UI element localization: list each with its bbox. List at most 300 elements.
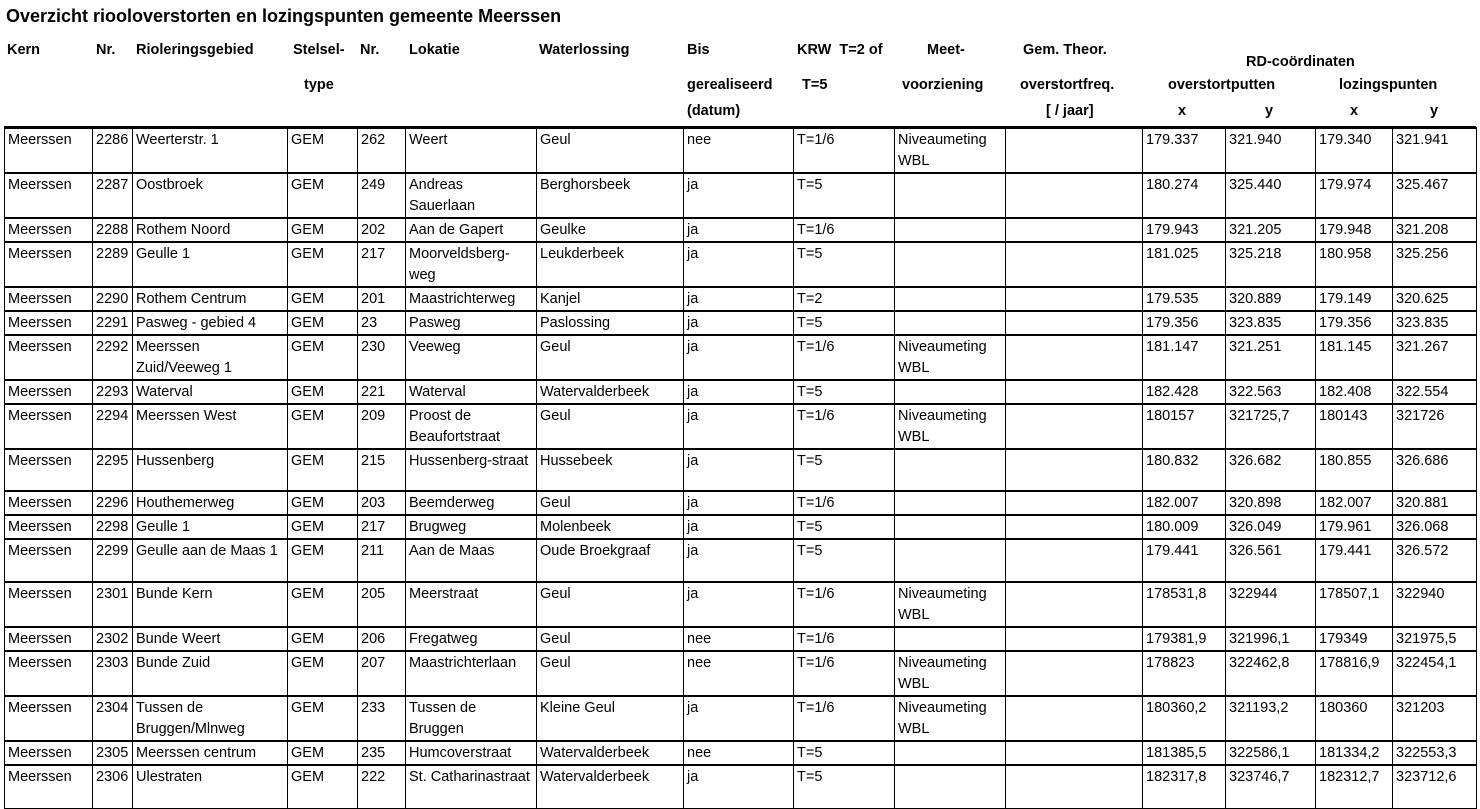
cell-kern: Meerssen xyxy=(5,696,93,741)
header-gem-theor: Gem. Theor. xyxy=(1023,42,1107,58)
cell-meetvoorziening xyxy=(895,449,1006,491)
cell-gem-freq xyxy=(1006,242,1143,287)
cell-meetvoorziening: Niveaumeting WBL xyxy=(895,128,1006,173)
header-kern: Kern xyxy=(7,42,41,58)
cell-waterlossing: Watervalderbeek xyxy=(537,741,684,765)
cell-bis: ja xyxy=(684,380,794,404)
cell-krw: T=5 xyxy=(794,242,895,287)
cell-meetvoorziening xyxy=(895,218,1006,242)
cell-rioleringsgebied: Hussenberg xyxy=(133,449,288,491)
cell-stelseltype: GEM xyxy=(288,582,358,627)
cell-y-lozing: 326.572 xyxy=(1393,539,1477,582)
cell-rioleringsgebied: Waterval xyxy=(133,380,288,404)
cell-y-lozing: 321.267 xyxy=(1393,335,1477,380)
cell-x-overstort: 180360,2 xyxy=(1143,696,1226,741)
cell-stelseltype: GEM xyxy=(288,696,358,741)
cell-y-overstort: 323.835 xyxy=(1226,311,1316,335)
cell-gem-freq xyxy=(1006,741,1143,765)
cell-x-lozing: 180.958 xyxy=(1316,242,1393,287)
cell-lokatie: Tussen de Bruggen xyxy=(406,696,537,741)
cell-gem-freq xyxy=(1006,173,1143,218)
cell-gem-freq xyxy=(1006,404,1143,449)
cell-nr: 2296 xyxy=(93,491,133,515)
cell-meetvoorziening: Niveaumeting WBL xyxy=(895,335,1006,380)
header-y-overstort: y xyxy=(1265,103,1274,119)
table-row xyxy=(5,651,1477,696)
cell-gem-freq xyxy=(1006,449,1143,491)
cell-lokatie: Fregatweg xyxy=(406,627,537,651)
cell-stelseltype: GEM xyxy=(288,765,358,808)
cell-y-lozing: 325.256 xyxy=(1393,242,1477,287)
cell-krw: T=5 xyxy=(794,311,895,335)
header-krw: KRW T=2 of xyxy=(797,42,883,58)
cell-rioleringsgebied: Oostbroek xyxy=(133,173,288,218)
cell-waterlossing: Molenbeek xyxy=(537,515,684,539)
cell-krw: T=2 xyxy=(794,287,895,311)
cell-nr2: 249 xyxy=(358,173,406,218)
cell-lokatie: Brugweg xyxy=(406,515,537,539)
cell-x-overstort: 179381,9 xyxy=(1143,627,1226,651)
cell-gem-freq xyxy=(1006,627,1143,651)
table-row xyxy=(5,627,1477,651)
cell-bis: ja xyxy=(684,696,794,741)
cell-x-lozing: 179.974 xyxy=(1316,173,1393,218)
cell-x-lozing: 179.948 xyxy=(1316,218,1393,242)
cell-krw: T=5 xyxy=(794,765,895,808)
cell-lokatie: Aan de Maas xyxy=(406,539,537,582)
cell-nr: 2301 xyxy=(93,582,133,627)
header-y-lozing: y xyxy=(1430,103,1439,119)
cell-nr: 2290 xyxy=(93,287,133,311)
cell-rioleringsgebied: Bunde Zuid xyxy=(133,651,288,696)
header-waterlossing: Waterlossing xyxy=(539,42,630,58)
cell-kern: Meerssen xyxy=(5,335,93,380)
cell-x-lozing: 182.408 xyxy=(1316,380,1393,404)
cell-krw: T=5 xyxy=(794,449,895,491)
cell-krw: T=5 xyxy=(794,539,895,582)
cell-gem-freq xyxy=(1006,696,1143,741)
cell-rioleringsgebied: Meerssen centrum xyxy=(133,741,288,765)
cell-y-lozing: 321726 xyxy=(1393,404,1477,449)
cell-lokatie: Maastrichterweg xyxy=(406,287,537,311)
cell-y-overstort: 321.205 xyxy=(1226,218,1316,242)
cell-krw: T=1/6 xyxy=(794,491,895,515)
cell-gem-freq xyxy=(1006,651,1143,696)
cell-stelseltype: GEM xyxy=(288,449,358,491)
cell-y-overstort: 321.251 xyxy=(1226,335,1316,380)
cell-nr2: 202 xyxy=(358,218,406,242)
cell-x-lozing: 179.340 xyxy=(1316,128,1393,173)
cell-x-overstort: 181.025 xyxy=(1143,242,1226,287)
cell-kern: Meerssen xyxy=(5,765,93,808)
cell-stelseltype: GEM xyxy=(288,515,358,539)
table-row xyxy=(5,128,1477,173)
cell-stelseltype: GEM xyxy=(288,242,358,287)
cell-meetvoorziening xyxy=(895,242,1006,287)
cell-meetvoorziening xyxy=(895,765,1006,808)
cell-bis: ja xyxy=(684,449,794,491)
cell-gem-freq xyxy=(1006,335,1143,380)
table-row xyxy=(5,582,1477,627)
cell-meetvoorziening xyxy=(895,491,1006,515)
cell-krw: T=1/6 xyxy=(794,651,895,696)
cell-nr2: 215 xyxy=(358,449,406,491)
cell-bis: nee xyxy=(684,627,794,651)
cell-rioleringsgebied: Tussen de Bruggen/Mlnweg xyxy=(133,696,288,741)
cell-lokatie: Maastrichterlaan xyxy=(406,651,537,696)
cell-kern: Meerssen xyxy=(5,242,93,287)
cell-rioleringsgebied: Meerssen Zuid/Veeweg 1 xyxy=(133,335,288,380)
cell-kern: Meerssen xyxy=(5,287,93,311)
table-row xyxy=(5,491,1477,515)
cell-y-overstort: 322944 xyxy=(1226,582,1316,627)
cell-lokatie: Andreas Sauerlaan xyxy=(406,173,537,218)
cell-nr2: 221 xyxy=(358,380,406,404)
cell-bis: ja xyxy=(684,287,794,311)
cell-bis: ja xyxy=(684,765,794,808)
cell-waterlossing: Hussebeek xyxy=(537,449,684,491)
cell-x-overstort: 182317,8 xyxy=(1143,765,1226,808)
cell-nr: 2298 xyxy=(93,515,133,539)
table-row xyxy=(5,218,1477,242)
cell-stelseltype: GEM xyxy=(288,311,358,335)
cell-gem-freq xyxy=(1006,491,1143,515)
cell-nr: 2293 xyxy=(93,380,133,404)
cell-waterlossing: Geul xyxy=(537,128,684,173)
cell-nr: 2289 xyxy=(93,242,133,287)
cell-x-lozing: 182.007 xyxy=(1316,491,1393,515)
cell-x-overstort: 178531,8 xyxy=(1143,582,1226,627)
cell-waterlossing: Kanjel xyxy=(537,287,684,311)
cell-rioleringsgebied: Meerssen West xyxy=(133,404,288,449)
cell-meetvoorziening xyxy=(895,311,1006,335)
cell-meetvoorziening xyxy=(895,173,1006,218)
cell-meetvoorziening xyxy=(895,287,1006,311)
cell-y-overstort: 322.563 xyxy=(1226,380,1316,404)
cell-y-lozing: 322454,1 xyxy=(1393,651,1477,696)
cell-y-overstort: 322586,1 xyxy=(1226,741,1316,765)
cell-nr2: 233 xyxy=(358,696,406,741)
cell-kern: Meerssen xyxy=(5,218,93,242)
cell-y-lozing: 321975,5 xyxy=(1393,627,1477,651)
cell-y-lozing: 323.835 xyxy=(1393,311,1477,335)
cell-y-lozing: 322.554 xyxy=(1393,380,1477,404)
cell-nr2: 207 xyxy=(358,651,406,696)
cell-lokatie: Waterval xyxy=(406,380,537,404)
header-overstortfreq: overstortfreq. xyxy=(1020,77,1115,93)
cell-x-lozing: 179.149 xyxy=(1316,287,1393,311)
cell-x-overstort: 180.274 xyxy=(1143,173,1226,218)
header-x-lozing: x xyxy=(1350,103,1359,119)
cell-stelseltype: GEM xyxy=(288,380,358,404)
cell-y-overstort: 321725,7 xyxy=(1226,404,1316,449)
cell-waterlossing: Geul xyxy=(537,404,684,449)
cell-waterlossing: Geul xyxy=(537,491,684,515)
cell-kern: Meerssen xyxy=(5,404,93,449)
cell-waterlossing: Geul xyxy=(537,651,684,696)
table-row xyxy=(5,173,1477,218)
cell-bis: ja xyxy=(684,404,794,449)
cell-x-lozing: 181334,2 xyxy=(1316,741,1393,765)
cell-y-overstort: 321193,2 xyxy=(1226,696,1316,741)
cell-y-overstort: 326.682 xyxy=(1226,449,1316,491)
cell-nr: 2288 xyxy=(93,218,133,242)
table-row xyxy=(5,404,1477,449)
cell-krw: T=5 xyxy=(794,741,895,765)
cell-lokatie: Beemderweg xyxy=(406,491,537,515)
cell-x-overstort: 178823 xyxy=(1143,651,1226,696)
header-nr2: Nr. xyxy=(360,42,380,58)
table-row xyxy=(5,741,1477,765)
cell-nr2: 262 xyxy=(358,128,406,173)
cell-x-lozing: 178816,9 xyxy=(1316,651,1393,696)
cell-y-lozing: 325.467 xyxy=(1393,173,1477,218)
page-title: Overzicht riooloverstorten en lozingspunten gemeente Meerssen xyxy=(6,6,562,26)
cell-bis: nee xyxy=(684,741,794,765)
cell-x-lozing: 179349 xyxy=(1316,627,1393,651)
cell-kern: Meerssen xyxy=(5,539,93,582)
cell-nr2: 205 xyxy=(358,582,406,627)
cell-bis: nee xyxy=(684,651,794,696)
cell-nr: 2304 xyxy=(93,696,133,741)
cell-lokatie: Humcoverstraat xyxy=(406,741,537,765)
cell-waterlossing: Leukderbeek xyxy=(537,242,684,287)
cell-nr: 2294 xyxy=(93,404,133,449)
cell-nr: 2291 xyxy=(93,311,133,335)
cell-y-lozing: 320.625 xyxy=(1393,287,1477,311)
cell-krw: T=1/6 xyxy=(794,335,895,380)
cell-nr: 2305 xyxy=(93,741,133,765)
cell-kern: Meerssen xyxy=(5,173,93,218)
cell-waterlossing: Watervalderbeek xyxy=(537,380,684,404)
cell-stelseltype: GEM xyxy=(288,287,358,311)
cell-x-overstort: 179.337 xyxy=(1143,128,1226,173)
cell-nr: 2303 xyxy=(93,651,133,696)
table-body xyxy=(5,128,1477,808)
cell-gem-freq xyxy=(1006,218,1143,242)
cell-meetvoorziening xyxy=(895,515,1006,539)
cell-y-overstort: 325.440 xyxy=(1226,173,1316,218)
cell-stelseltype: GEM xyxy=(288,128,358,173)
cell-nr2: 201 xyxy=(358,287,406,311)
cell-kern: Meerssen xyxy=(5,128,93,173)
cell-lokatie: Weert xyxy=(406,128,537,173)
cell-x-overstort: 180.009 xyxy=(1143,515,1226,539)
cell-nr2: 23 xyxy=(358,311,406,335)
cell-nr2: 230 xyxy=(358,335,406,380)
overstort-table xyxy=(4,127,1477,809)
cell-y-lozing: 321.208 xyxy=(1393,218,1477,242)
table-row xyxy=(5,380,1477,404)
cell-waterlossing: Paslossing xyxy=(537,311,684,335)
cell-y-lozing: 326.068 xyxy=(1393,515,1477,539)
cell-rioleringsgebied: Geulle 1 xyxy=(133,515,288,539)
table-row xyxy=(5,335,1477,380)
header-x-overstort: x xyxy=(1178,103,1187,119)
header-rioleringsgebied: Rioleringsgebied xyxy=(136,42,254,58)
cell-nr2: 203 xyxy=(358,491,406,515)
cell-lokatie: Pasweg xyxy=(406,311,537,335)
cell-lokatie: Veeweg xyxy=(406,335,537,380)
cell-meetvoorziening: Niveaumeting WBL xyxy=(895,696,1006,741)
cell-stelseltype: GEM xyxy=(288,539,358,582)
table-row xyxy=(5,539,1477,582)
cell-nr2: 217 xyxy=(358,242,406,287)
cell-gem-freq xyxy=(1006,582,1143,627)
cell-kern: Meerssen xyxy=(5,582,93,627)
cell-meetvoorziening xyxy=(895,627,1006,651)
cell-gem-freq xyxy=(1006,287,1143,311)
cell-x-lozing: 180.855 xyxy=(1316,449,1393,491)
cell-krw: T=5 xyxy=(794,380,895,404)
cell-y-overstort: 320.889 xyxy=(1226,287,1316,311)
cell-rioleringsgebied: Geulle 1 xyxy=(133,242,288,287)
cell-stelseltype: GEM xyxy=(288,218,358,242)
cell-stelseltype: GEM xyxy=(288,491,358,515)
cell-krw: T=1/6 xyxy=(794,128,895,173)
cell-bis: ja xyxy=(684,242,794,287)
cell-x-lozing: 180143 xyxy=(1316,404,1393,449)
cell-stelseltype: GEM xyxy=(288,335,358,380)
cell-y-lozing: 326.686 xyxy=(1393,449,1477,491)
header-stelsel: Stelsel- xyxy=(293,42,345,58)
cell-rioleringsgebied: Houthemerweg xyxy=(133,491,288,515)
cell-waterlossing: Kleine Geul xyxy=(537,696,684,741)
cell-nr2: 206 xyxy=(358,627,406,651)
cell-meetvoorziening: Niveaumeting WBL xyxy=(895,404,1006,449)
cell-krw: T=5 xyxy=(794,515,895,539)
cell-bis: ja xyxy=(684,335,794,380)
cell-stelseltype: GEM xyxy=(288,741,358,765)
cell-nr: 2286 xyxy=(93,128,133,173)
cell-bis: ja xyxy=(684,515,794,539)
cell-krw: T=1/6 xyxy=(794,404,895,449)
cell-x-overstort: 182.007 xyxy=(1143,491,1226,515)
cell-kern: Meerssen xyxy=(5,449,93,491)
cell-stelseltype: GEM xyxy=(288,173,358,218)
cell-x-lozing: 181.145 xyxy=(1316,335,1393,380)
cell-y-lozing: 321203 xyxy=(1393,696,1477,741)
table-row xyxy=(5,242,1477,287)
header-overstortputten: overstortputten xyxy=(1168,77,1276,93)
cell-bis: ja xyxy=(684,218,794,242)
cell-rioleringsgebied: Rothem Centrum xyxy=(133,287,288,311)
cell-y-overstort: 325.218 xyxy=(1226,242,1316,287)
cell-gem-freq xyxy=(1006,380,1143,404)
cell-nr2: 222 xyxy=(358,765,406,808)
table-row xyxy=(5,287,1477,311)
cell-nr: 2287 xyxy=(93,173,133,218)
cell-rioleringsgebied: Bunde Weert xyxy=(133,627,288,651)
cell-kern: Meerssen xyxy=(5,380,93,404)
cell-x-lozing: 179.961 xyxy=(1316,515,1393,539)
cell-x-overstort: 179.441 xyxy=(1143,539,1226,582)
cell-x-lozing: 179.441 xyxy=(1316,539,1393,582)
cell-y-lozing: 322553,3 xyxy=(1393,741,1477,765)
cell-bis: nee xyxy=(684,128,794,173)
cell-nr: 2299 xyxy=(93,539,133,582)
cell-lokatie: Hussenberg-straat xyxy=(406,449,537,491)
cell-kern: Meerssen xyxy=(5,651,93,696)
cell-nr2: 217 xyxy=(358,515,406,539)
header-nr: Nr. xyxy=(96,42,116,58)
cell-x-lozing: 178507,1 xyxy=(1316,582,1393,627)
cell-rioleringsgebied: Weerterstr. 1 xyxy=(133,128,288,173)
cell-y-overstort: 326.049 xyxy=(1226,515,1316,539)
cell-rioleringsgebied: Bunde Kern xyxy=(133,582,288,627)
cell-bis: ja xyxy=(684,539,794,582)
cell-meetvoorziening: Niveaumeting WBL xyxy=(895,651,1006,696)
cell-x-overstort: 179.943 xyxy=(1143,218,1226,242)
cell-kern: Meerssen xyxy=(5,491,93,515)
cell-gem-freq xyxy=(1006,539,1143,582)
cell-gem-freq xyxy=(1006,765,1143,808)
cell-bis: ja xyxy=(684,311,794,335)
cell-krw: T=1/6 xyxy=(794,627,895,651)
cell-krw: T=1/6 xyxy=(794,582,895,627)
cell-x-overstort: 181.147 xyxy=(1143,335,1226,380)
cell-waterlossing: Geulke xyxy=(537,218,684,242)
cell-gem-freq xyxy=(1006,128,1143,173)
cell-kern: Meerssen xyxy=(5,627,93,651)
header-meet: Meet- xyxy=(927,42,965,58)
cell-rioleringsgebied: Pasweg - gebied 4 xyxy=(133,311,288,335)
cell-meetvoorziening xyxy=(895,741,1006,765)
cell-lokatie: Proost de Beaufortstraat xyxy=(406,404,537,449)
cell-nr: 2306 xyxy=(93,765,133,808)
cell-bis: ja xyxy=(684,491,794,515)
cell-waterlossing: Berghorsbeek xyxy=(537,173,684,218)
header-bis-gerealiseerd: gerealiseerd xyxy=(687,77,773,93)
cell-lokatie: Meerstraat xyxy=(406,582,537,627)
cell-y-lozing: 322940 xyxy=(1393,582,1477,627)
cell-gem-freq xyxy=(1006,311,1143,335)
cell-waterlossing: Geul xyxy=(537,627,684,651)
header-per-jaar: [ / jaar] xyxy=(1046,103,1094,119)
table-row xyxy=(5,311,1477,335)
cell-bis: ja xyxy=(684,173,794,218)
cell-y-overstort: 323746,7 xyxy=(1226,765,1316,808)
cell-nr: 2295 xyxy=(93,449,133,491)
cell-x-lozing: 182312,7 xyxy=(1316,765,1393,808)
header-krw-t5: T=5 xyxy=(802,77,828,93)
table-row xyxy=(5,696,1477,741)
cell-x-lozing: 180360 xyxy=(1316,696,1393,741)
cell-nr: 2292 xyxy=(93,335,133,380)
cell-stelseltype: GEM xyxy=(288,627,358,651)
cell-lokatie: Aan de Gapert xyxy=(406,218,537,242)
header-bis: Bis xyxy=(687,42,710,58)
cell-x-overstort: 179.356 xyxy=(1143,311,1226,335)
cell-waterlossing: Geul xyxy=(537,335,684,380)
table-row xyxy=(5,765,1477,808)
cell-lokatie: St. Catharinastraat xyxy=(406,765,537,808)
header-lokatie: Lokatie xyxy=(409,42,460,58)
cell-x-overstort: 180157 xyxy=(1143,404,1226,449)
cell-nr2: 211 xyxy=(358,539,406,582)
cell-waterlossing: Geul xyxy=(537,582,684,627)
cell-nr2: 235 xyxy=(358,741,406,765)
table-row xyxy=(5,515,1477,539)
header-rd-coordinaten: RD-coördinaten xyxy=(1246,54,1355,70)
cell-rioleringsgebied: Ulestraten xyxy=(133,765,288,808)
cell-y-overstort: 320.898 xyxy=(1226,491,1316,515)
cell-y-lozing: 321.941 xyxy=(1393,128,1477,173)
cell-y-overstort: 326.561 xyxy=(1226,539,1316,582)
cell-x-lozing: 179.356 xyxy=(1316,311,1393,335)
cell-gem-freq xyxy=(1006,515,1143,539)
cell-kern: Meerssen xyxy=(5,515,93,539)
